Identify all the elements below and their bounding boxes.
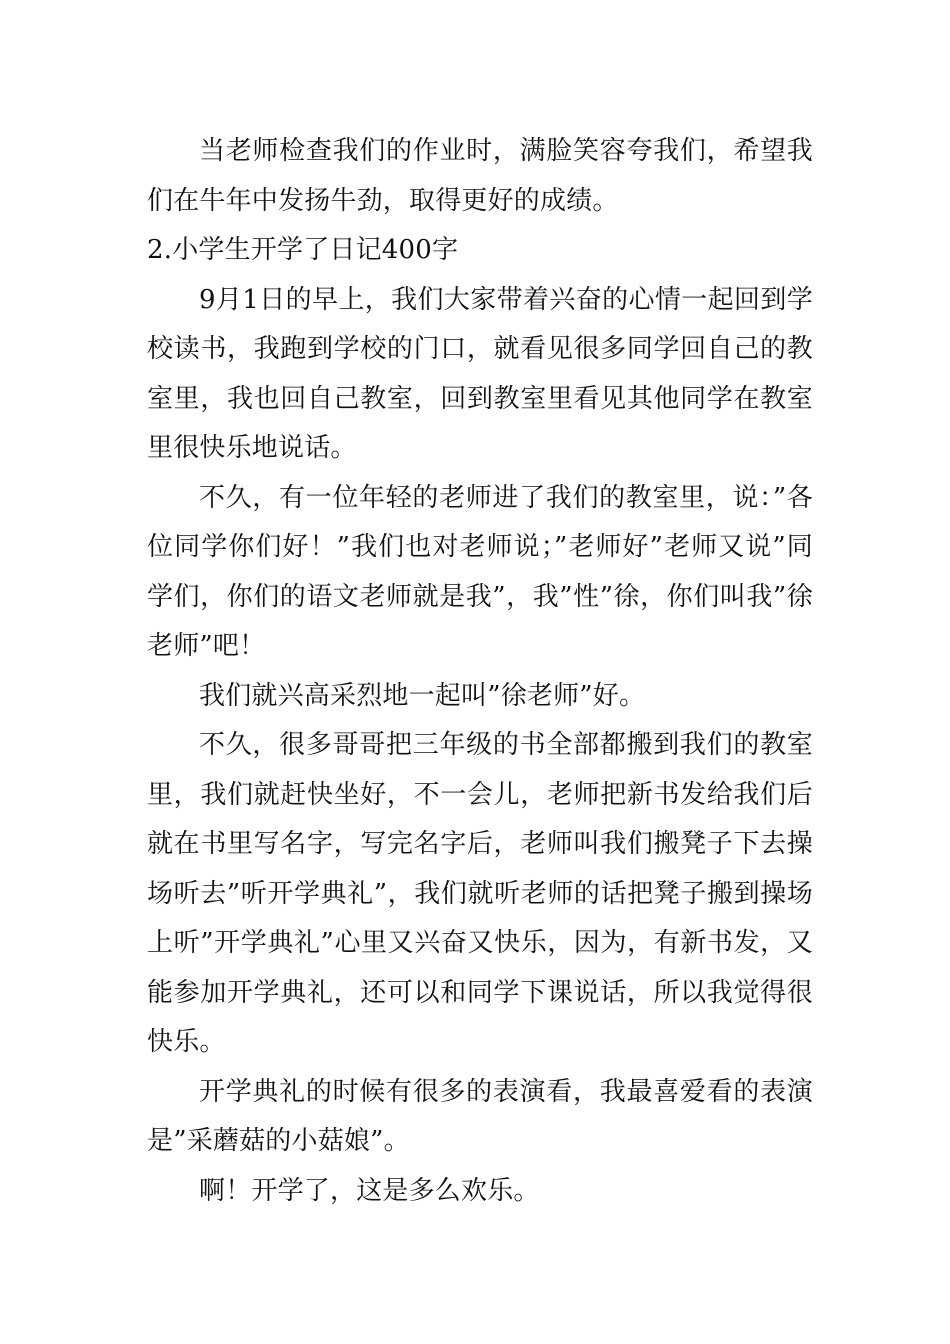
paragraph-6: 啊！开学了，这是多么欢乐。 [199, 1175, 540, 1206]
paragraph-1: 9月1日的早上，我们大家带着兴奋的心情一起回到学校读书，我跑到学校的门口，就看见很多同学回自己的教室里，我也回自己教室，回到教室里看见其他同学在教室里很快乐地说话。 [147, 284, 813, 463]
document-page [147, 127, 813, 1216]
paragraph-3: 我们就兴高采烈地一起叫”徐老师”好。 [199, 680, 646, 711]
paragraph-5: 开学典礼的时候有很多的表演看，我最喜爱看的表演是”采蘑菇的小菇娘”。 [147, 1076, 813, 1156]
paragraph-intro: 当老师检查我们的作业时，满脸笑容夸我们，希望我们在牛年中发扬牛劲，取得更好的成绩。 [147, 136, 813, 216]
paragraph-4: 不久，很多哥哥把三年级的书全部都搬到我们的教室里，我们就赶快坐好，不一会儿，老师把新书发给我们后就在书里写名字，写完名字后，老师叫我们搬凳子下去操场听去”听开学典礼”，我们就听老师的话把凳子搬到操场上听”开学典礼”心里又兴奋又快乐，因为，有新书发，又能参加开学典礼，还可以和同学下课说话，所以我觉得很快乐。 [147, 730, 813, 1057]
section-heading: 2.小学生开学了日记400字 [147, 235, 459, 265]
paragraph-2: 不久，有一位年轻的老师进了我们的教室里，说：”各位同学你们好！”我们也对老师说；”老师好”老师又说”同学们，你们的语文老师就是我”，我”性”徐，你们叫我”徐老师”吧！ [147, 482, 813, 661]
